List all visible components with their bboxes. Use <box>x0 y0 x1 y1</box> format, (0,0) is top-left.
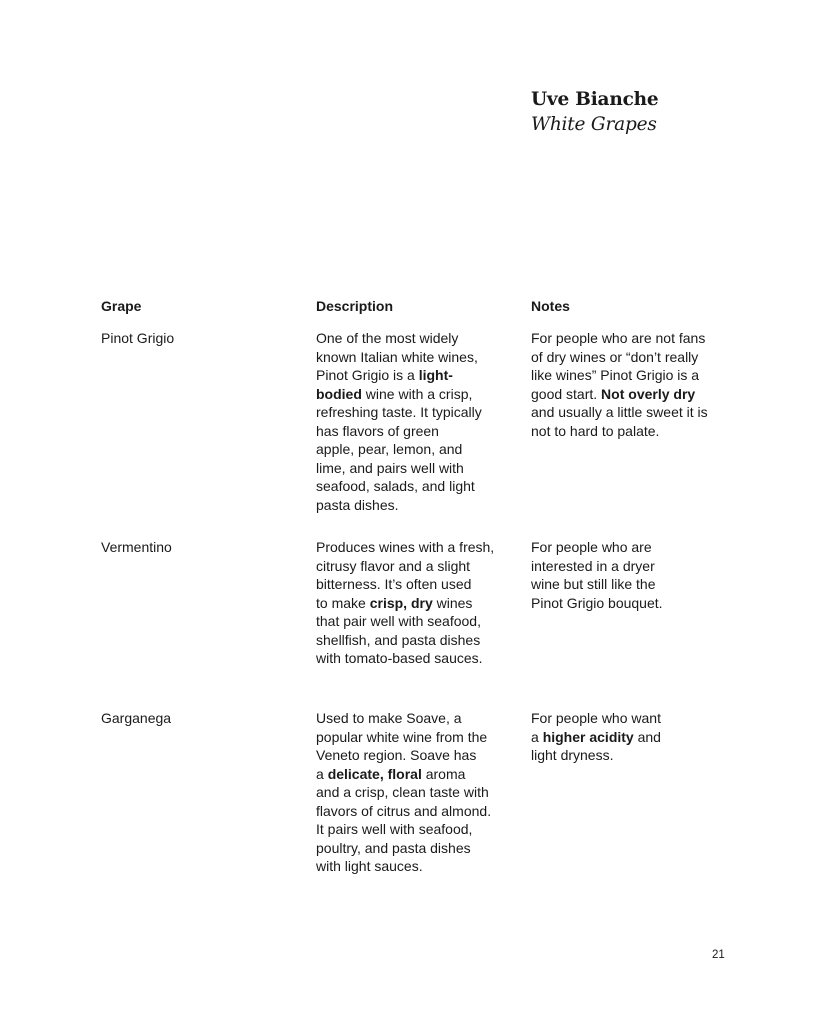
text-line <box>316 557 521 576</box>
grape-name: Vermentino <box>101 539 172 555</box>
text-run: with light sauces. <box>316 858 423 874</box>
text-line <box>316 538 521 557</box>
text-line <box>531 575 736 594</box>
text-run: refreshing taste. It typically <box>316 404 482 420</box>
text-run: apple, pear, lemon, and <box>316 441 463 457</box>
text-line <box>531 709 736 728</box>
text-line <box>316 709 521 728</box>
text-line <box>316 746 521 765</box>
text-run: with tomato-based sauces. <box>316 650 483 666</box>
text-run: a <box>531 728 543 745</box>
text-run: Veneto region. Soave has <box>316 747 477 763</box>
text-line <box>531 422 736 441</box>
text-line <box>316 765 521 784</box>
text-run: of dry wines or “don’t really <box>531 348 699 365</box>
text-run: Produces wines with a fresh, <box>316 539 495 555</box>
text-line <box>316 366 521 385</box>
grape-notes <box>531 329 736 440</box>
text-run: Pinot Grigio is a <box>316 367 419 383</box>
text-line <box>316 839 521 858</box>
grape-name: Garganega <box>101 710 172 726</box>
text-line <box>316 820 521 839</box>
text-run: to make <box>316 594 370 611</box>
text-line <box>316 422 521 441</box>
text-run: and usually a little sweet it is <box>531 404 708 420</box>
text-run: like wines” Pinot Grigio is a <box>531 367 700 383</box>
text-line <box>531 385 736 404</box>
text-run: light dryness. <box>531 747 614 763</box>
grape-notes <box>531 709 736 765</box>
text-line <box>316 459 521 478</box>
text-run: wines <box>432 594 473 611</box>
bold-text: bodied <box>316 385 362 402</box>
column-header-notes: Notes <box>531 298 570 314</box>
text-run: a <box>316 765 328 782</box>
text-run: not to hard to palate. <box>531 422 660 439</box>
bold-text: delicate, floral <box>327 765 422 782</box>
text-line <box>316 728 521 747</box>
text-run: It pairs well with seafood, <box>316 821 473 837</box>
text-run: For people who are <box>531 539 652 555</box>
text-line <box>316 477 521 496</box>
text-run: One of the most widely <box>316 330 459 346</box>
page-heading <box>531 88 658 138</box>
column-header-grape: Grape <box>101 298 142 314</box>
text-run: and <box>633 728 661 745</box>
text-run: shellfish, and pasta dishes <box>316 631 481 648</box>
text-line <box>531 594 736 613</box>
text-run: wine but still like the <box>531 576 656 592</box>
bold-text: light- <box>418 367 453 383</box>
text-run: wine with a crisp, <box>361 385 473 402</box>
text-run: good start. <box>531 385 602 402</box>
text-run: poultry, and pasta dishes <box>316 839 471 856</box>
text-line <box>316 612 521 631</box>
text-line <box>316 385 521 404</box>
text-run: popular white wine from the <box>316 728 488 745</box>
text-run: bitterness. It’s often used <box>316 576 472 592</box>
text-line <box>531 329 736 348</box>
text-run: For people who want <box>531 710 661 726</box>
text-line <box>531 746 736 765</box>
text-run: Pinot Grigio bouquet. <box>531 594 663 611</box>
text-line <box>316 802 521 821</box>
grape-description <box>316 329 521 514</box>
text-line <box>316 575 521 594</box>
text-run: pasta dishes. <box>316 496 399 513</box>
column-header-description: Description <box>316 298 394 314</box>
text-line <box>316 783 521 802</box>
grape-notes <box>531 538 736 612</box>
text-run: that pair well with seafood, <box>316 613 481 629</box>
text-line <box>316 857 521 876</box>
text-line <box>316 440 521 459</box>
text-line <box>531 538 736 557</box>
text-run: known Italian white wines, <box>316 348 478 365</box>
bold-text: Not overly dry <box>601 385 696 402</box>
grape-description <box>316 538 521 668</box>
text-line <box>316 329 521 348</box>
text-line <box>531 728 736 747</box>
text-line <box>316 403 521 422</box>
text-run: aroma <box>421 765 466 782</box>
text-run: flavors of citrus and almond. <box>316 802 492 819</box>
text-run: has flavors of green <box>316 422 439 439</box>
text-line <box>316 631 521 650</box>
text-run: For people who are not fans <box>531 330 706 346</box>
text-run: seafood, salads, and light <box>316 478 475 494</box>
text-run: and a crisp, clean taste with <box>316 784 489 800</box>
text-line <box>316 649 521 668</box>
text-line <box>316 496 521 515</box>
text-line <box>316 594 521 613</box>
text-line <box>316 348 521 367</box>
page-title: Uve Bianche <box>531 89 659 110</box>
text-line <box>531 366 736 385</box>
text-line <box>531 403 736 422</box>
text-line <box>531 348 736 367</box>
page-subtitle: White Grapes <box>531 114 657 135</box>
text-run: citrusy flavor and a slight <box>316 557 471 574</box>
text-run: Used to make Soave, a <box>316 710 462 726</box>
grape-description <box>316 709 521 876</box>
text-line <box>531 557 736 576</box>
text-run: lime, and pairs well with <box>316 459 464 476</box>
grape-name: Pinot Grigio <box>101 330 175 346</box>
text-run: interested in a dryer <box>531 557 655 574</box>
page-number: 21 <box>712 949 725 961</box>
bold-text: crisp, dry <box>369 594 433 611</box>
bold-text: higher acidity <box>542 728 634 745</box>
